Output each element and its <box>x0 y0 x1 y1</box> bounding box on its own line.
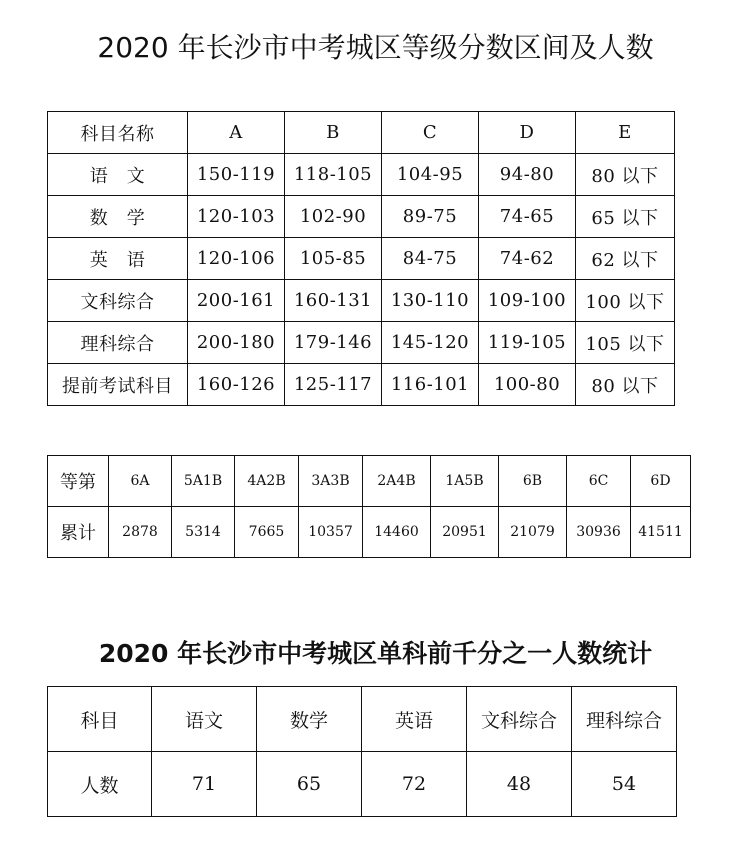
table-cell: 160-126 <box>188 364 285 406</box>
table-cell: 119-105 <box>479 322 576 364</box>
section-title: 2020 年长沙市中考城区单科前千分之一人数统计 <box>98 639 653 668</box>
table-cell: 200-180 <box>188 322 285 364</box>
table-cell: 84-75 <box>382 238 479 280</box>
table-cell: 80 以下 <box>576 364 675 406</box>
header-cell: 理科综合 <box>572 687 677 752</box>
table-cell: 150-119 <box>188 154 285 196</box>
table-cell: 74-62 <box>479 238 576 280</box>
table-cell: 105-85 <box>285 238 382 280</box>
table-cell: 104-95 <box>382 154 479 196</box>
table-cell: 65 以下 <box>576 196 675 238</box>
header-cell: 文科综合 <box>467 687 572 752</box>
table-cell: 130-110 <box>382 280 479 322</box>
table-cell: 89-75 <box>382 196 479 238</box>
top-permille-table <box>47 686 677 817</box>
table-cell: 109-100 <box>479 280 576 322</box>
subject-cell: 语 文 <box>48 154 188 196</box>
count-cell: 21079 <box>499 507 567 558</box>
subject-cell: 数 学 <box>48 196 188 238</box>
table-header-row <box>48 112 675 154</box>
count-cell: 30936 <box>567 507 631 558</box>
count-cell: 72 <box>362 752 467 817</box>
count-cell: 14460 <box>363 507 431 558</box>
grade-cell: 3A3B <box>299 456 363 507</box>
table-row <box>48 752 677 817</box>
grade-cell: 4A2B <box>235 456 299 507</box>
table-cell: 200-161 <box>188 280 285 322</box>
table-row <box>48 154 675 196</box>
header-cell: 数学 <box>257 687 362 752</box>
table-cell: 145-120 <box>382 322 479 364</box>
subject-cell: 理科综合 <box>48 322 188 364</box>
count-cell: 2878 <box>109 507 172 558</box>
row-label: 等第 <box>48 456 109 507</box>
header-cell: B <box>285 112 382 154</box>
grade-range-table <box>47 111 675 406</box>
table-cell: 179-146 <box>285 322 382 364</box>
count-cell: 41511 <box>631 507 691 558</box>
header-cell: C <box>382 112 479 154</box>
table-cell: 102-90 <box>285 196 382 238</box>
table-cell: 74-65 <box>479 196 576 238</box>
grade-cell: 6C <box>567 456 631 507</box>
grade-cell: 6B <box>499 456 567 507</box>
count-cell: 54 <box>572 752 677 817</box>
count-cell: 71 <box>152 752 257 817</box>
row-label: 人数 <box>48 752 152 817</box>
header-cell: E <box>576 112 675 154</box>
header-cell: 科目 <box>48 687 152 752</box>
header-cell: 语文 <box>152 687 257 752</box>
grade-cell: 1A5B <box>431 456 499 507</box>
table-row <box>48 280 675 322</box>
table-cell: 120-106 <box>188 238 285 280</box>
grade-cell: 2A4B <box>363 456 431 507</box>
grade-cell: 6A <box>109 456 172 507</box>
count-cell: 48 <box>467 752 572 817</box>
grade-cell: 5A1B <box>172 456 235 507</box>
count-cell: 7665 <box>235 507 299 558</box>
header-cell: 科目名称 <box>48 112 188 154</box>
table-cell: 125-117 <box>285 364 382 406</box>
table-cell: 160-131 <box>285 280 382 322</box>
grade-cell: 6D <box>631 456 691 507</box>
header-cell: 英语 <box>362 687 467 752</box>
grade-row <box>48 456 691 507</box>
header-cell: A <box>188 112 285 154</box>
table-cell: 62 以下 <box>576 238 675 280</box>
table-cell: 105 以下 <box>576 322 675 364</box>
table-cell: 94-80 <box>479 154 576 196</box>
count-cell: 5314 <box>172 507 235 558</box>
table-cell: 100-80 <box>479 364 576 406</box>
table-cell: 120-103 <box>188 196 285 238</box>
count-cell: 20951 <box>431 507 499 558</box>
table-row <box>48 322 675 364</box>
count-cell: 10357 <box>299 507 363 558</box>
cumulative-row <box>48 507 691 558</box>
cumulative-rank-table <box>47 455 691 558</box>
row-label: 累计 <box>48 507 109 558</box>
subject-cell: 英 语 <box>48 238 188 280</box>
table-cell: 118-105 <box>285 154 382 196</box>
table-row <box>48 238 675 280</box>
table-cell: 116-101 <box>382 364 479 406</box>
subject-cell: 文科综合 <box>48 280 188 322</box>
header-cell: D <box>479 112 576 154</box>
table-row <box>48 364 675 406</box>
count-cell: 65 <box>257 752 362 817</box>
table-header-row <box>48 687 677 752</box>
subject-cell: 提前考试科目 <box>48 364 188 406</box>
page-title: 2020 年长沙市中考城区等级分数区间及人数 <box>97 31 654 64</box>
table-cell: 80 以下 <box>576 154 675 196</box>
table-cell: 100 以下 <box>576 280 675 322</box>
table-row <box>48 196 675 238</box>
